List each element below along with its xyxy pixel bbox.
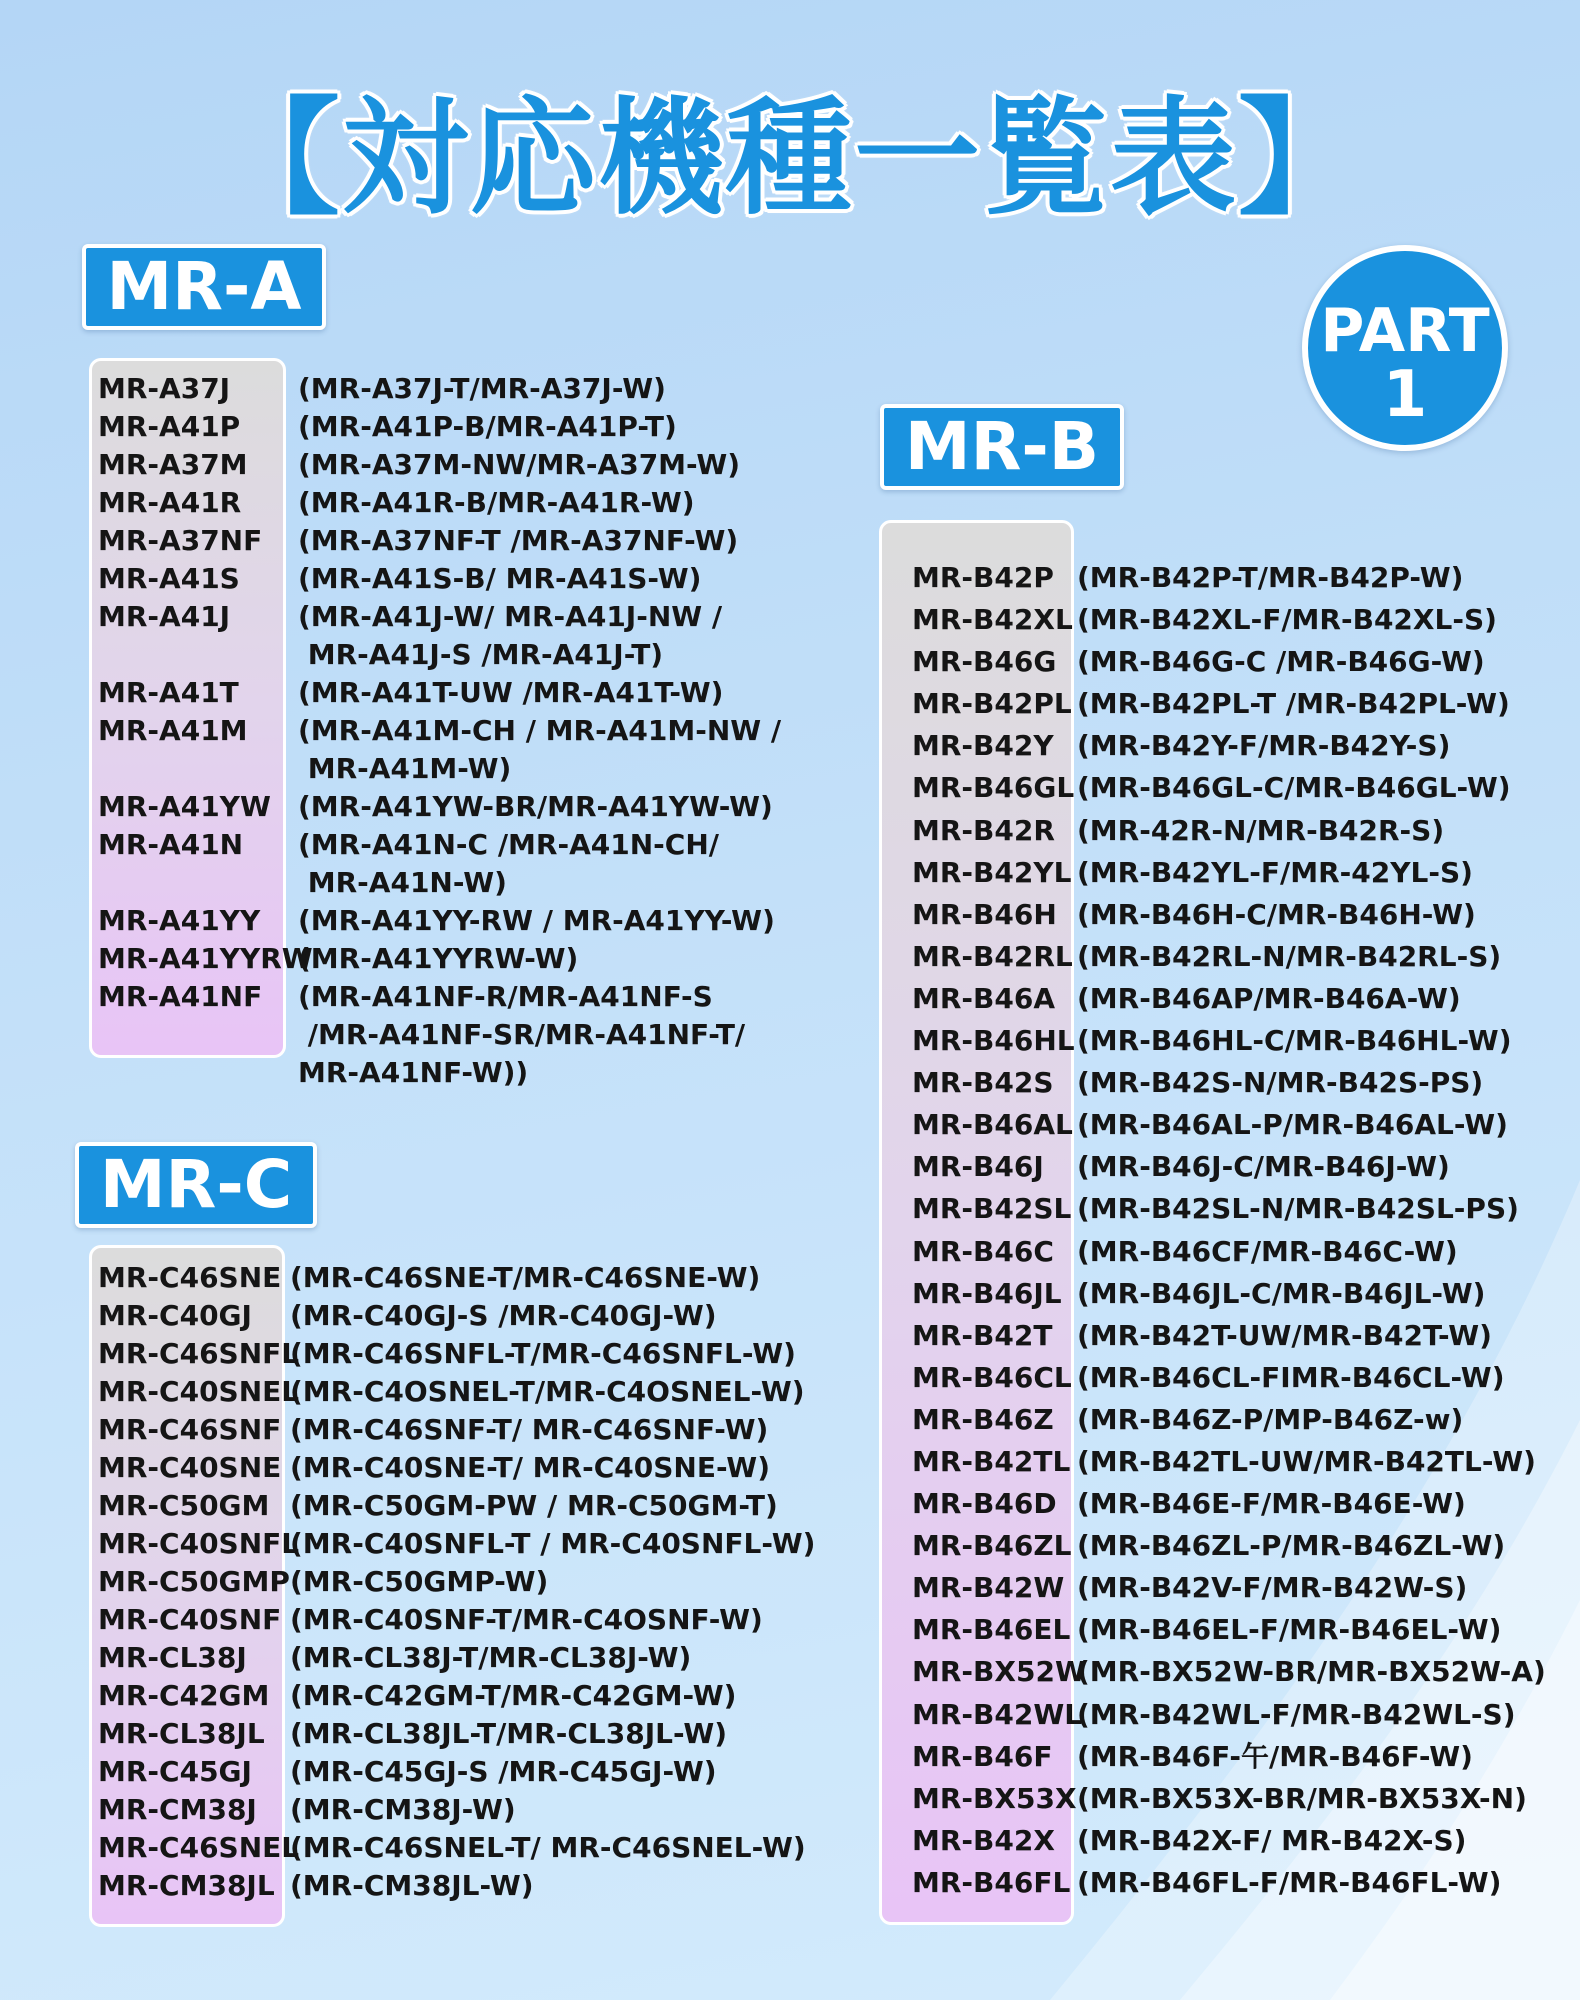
model-variants: (MR-A37NF-T /MR-A37NF-W) bbox=[298, 524, 739, 557]
model-variants: (MR-B42WL-F/MR-B42WL-S) bbox=[1077, 1697, 1516, 1731]
model-variants: (MR-C50GM-PW / MR-C50GM-T) bbox=[290, 1489, 778, 1522]
model-row bbox=[98, 1639, 778, 1677]
model-variants: (MR-C45GJ-S /MR-C45GJ-W) bbox=[290, 1755, 717, 1788]
model-name: MR-B46GL bbox=[912, 771, 1075, 805]
model-variants: (MR-B46CL-FIMR-B46CL-W) bbox=[1077, 1360, 1505, 1394]
model-variants: (MR-CM38J-W) bbox=[290, 1793, 516, 1826]
model-variants: (MR-B46HL-C/MR-B46HL-W) bbox=[1077, 1024, 1512, 1058]
model-row bbox=[912, 1525, 1522, 1567]
model-name: MR-A41R bbox=[98, 486, 242, 519]
model-row bbox=[912, 1778, 1527, 1820]
model-row bbox=[98, 902, 775, 940]
model-variants: (MR-C46SNEL-T/ MR-C46SNEL-W) bbox=[290, 1831, 806, 1864]
section-tag-mr-b: MR-B bbox=[880, 404, 1124, 490]
model-row bbox=[912, 1273, 1522, 1315]
model-name: MR-CL38J bbox=[98, 1641, 247, 1674]
model-variants: (MR-B42P-T/MR-B42P-W) bbox=[1077, 561, 1464, 594]
model-variants: (MR-B42T-UW/MR-B42T-W) bbox=[1077, 1318, 1492, 1352]
model-row bbox=[98, 1791, 778, 1829]
model-row bbox=[912, 1862, 1522, 1904]
model-row bbox=[912, 1651, 1546, 1693]
model-name: MR-C46SNEL bbox=[98, 1831, 300, 1864]
model-row bbox=[98, 1601, 778, 1639]
model-row bbox=[98, 1563, 778, 1601]
model-name: MR-A41J bbox=[98, 600, 231, 633]
model-variants: (MR-C46SNFL-T/MR-C46SNFL-W) bbox=[290, 1337, 796, 1370]
model-name: MR-A41YYRW bbox=[98, 942, 313, 975]
page-title: 【対応機種一覧表】 bbox=[214, 85, 1366, 232]
model-row bbox=[98, 940, 738, 978]
model-name: MR-B46G bbox=[912, 645, 1057, 679]
model-name: MR-A41N bbox=[98, 828, 244, 861]
model-name: MR-A41T bbox=[98, 676, 239, 709]
model-row bbox=[98, 408, 738, 446]
model-name: MR-C40SNE bbox=[98, 1451, 282, 1484]
model-row bbox=[98, 370, 738, 408]
model-name: MR-C50GM bbox=[98, 1489, 270, 1522]
model-variants: (MR-C40SNFL-T / MR-C40SNFL-W) bbox=[290, 1527, 816, 1560]
model-row bbox=[98, 978, 746, 1092]
model-name: MR-B46D bbox=[912, 1487, 1057, 1521]
model-row bbox=[98, 1753, 778, 1791]
model-variants: (MR-BX52W-BR/MR-BX52W-A) bbox=[1077, 1655, 1546, 1689]
model-name: MR-A37M bbox=[98, 448, 248, 481]
model-row bbox=[912, 683, 1522, 725]
model-row bbox=[98, 1677, 778, 1715]
model-variants: (MR-B42V-F/MR-B42W-S) bbox=[1077, 1571, 1468, 1605]
model-variants: (MR-B46ZL-P/MR-B46ZL-W) bbox=[1077, 1529, 1506, 1563]
model-name: MR-C40SNF bbox=[98, 1603, 282, 1636]
model-variants: (MR-B42TL-UW/MR-B42TL-W) bbox=[1077, 1444, 1536, 1478]
model-row bbox=[98, 1867, 778, 1905]
model-name: MR-C40SNFL bbox=[98, 1527, 300, 1560]
model-variants: (MR-B42X-F/ MR-B42X-S) bbox=[1077, 1823, 1467, 1857]
model-row bbox=[98, 788, 773, 826]
model-variants: (MR-B42PL-T /MR-B42PL-W) bbox=[1077, 687, 1510, 721]
model-name: MR-B46FL bbox=[912, 1865, 1071, 1899]
model-row bbox=[912, 1231, 1522, 1273]
model-name: MR-B42YL bbox=[912, 855, 1072, 889]
model-name: MR-C50GMP bbox=[98, 1565, 290, 1598]
model-variants: (MR-B42RL-N/MR-B42RL-S) bbox=[1077, 939, 1502, 973]
model-variants: (MR-A41YW-BR/MR-A41YW-W) bbox=[298, 790, 773, 823]
model-variants: (MR-A41NF-R/MR-A41NF-S /MR-A41NF-SR/MR-A41NF-T/ MR-A41NF-W)) bbox=[298, 980, 746, 1089]
model-name: MR-B46F bbox=[912, 1739, 1053, 1773]
model-variants: (MR-C46SNE-T/MR-C46SNE-W) bbox=[290, 1261, 761, 1294]
model-row bbox=[912, 1399, 1522, 1441]
model-list-b bbox=[912, 557, 1546, 1904]
model-name: MR-B42S bbox=[912, 1066, 1054, 1100]
model-row bbox=[912, 641, 1522, 683]
model-variants: (MR-A41S-B/ MR-A41S-W) bbox=[298, 562, 702, 595]
model-variants: (MR-C40SNF-T/MR-C4OSNF-W) bbox=[290, 1603, 763, 1636]
model-name: MR-B42XL bbox=[912, 603, 1073, 637]
model-row bbox=[912, 1188, 1522, 1230]
model-row bbox=[912, 1609, 1522, 1651]
model-name: MR-BX53X bbox=[912, 1781, 1077, 1815]
model-variants: (MR-B46E-F/MR-B46E-W) bbox=[1077, 1487, 1466, 1521]
model-row bbox=[98, 1449, 778, 1487]
model-row bbox=[98, 1335, 796, 1373]
model-row bbox=[912, 599, 1522, 641]
model-name: MR-B46C bbox=[912, 1234, 1054, 1268]
model-list-c bbox=[98, 1259, 816, 1905]
model-row bbox=[98, 560, 738, 598]
model-name: MR-B42X bbox=[912, 1823, 1055, 1857]
model-variants: (MR-C42GM-T/MR-C42GM-W) bbox=[290, 1679, 737, 1712]
model-row bbox=[912, 557, 1522, 599]
model-name: MR-C46SNE bbox=[98, 1261, 282, 1294]
model-row bbox=[912, 936, 1522, 978]
model-row bbox=[98, 522, 738, 560]
model-name: MR-A37NF bbox=[98, 524, 263, 557]
model-row bbox=[912, 1820, 1522, 1862]
model-row bbox=[912, 1441, 1536, 1483]
model-variants: (MR-B46F-午/MR-B46F-W) bbox=[1077, 1739, 1473, 1773]
model-name: MR-B46J bbox=[912, 1150, 1044, 1184]
model-variants: (MR-C4OSNEL-T/MR-C4OSNEL-W) bbox=[290, 1375, 805, 1408]
model-row bbox=[98, 1297, 778, 1335]
part-badge-number: 1 bbox=[1382, 358, 1428, 432]
model-variants: (MR-B46JL-C/MR-B46JL-W) bbox=[1077, 1276, 1486, 1310]
model-variants: (MR-B46AL-P/MR-B46AL-W) bbox=[1077, 1108, 1508, 1142]
model-variants: (MR-B46AP/MR-B46A-W) bbox=[1077, 981, 1461, 1015]
model-variants: (MR-A37J-T/MR-A37J-W) bbox=[298, 372, 666, 405]
model-name: MR-BX52W bbox=[912, 1655, 1086, 1689]
model-row bbox=[98, 484, 738, 522]
part-badge-label: PART bbox=[1320, 296, 1490, 366]
model-name: MR-C45GJ bbox=[98, 1755, 252, 1788]
model-variants: (MR-B46G-C /MR-B46G-W) bbox=[1077, 645, 1485, 679]
model-row bbox=[912, 894, 1522, 936]
model-variants: (MR-B46EL-F/MR-B46EL-W) bbox=[1077, 1613, 1502, 1647]
model-row bbox=[98, 1373, 805, 1411]
model-variants: (MR-B46CF/MR-B46C-W) bbox=[1077, 1234, 1458, 1268]
model-variants: (MR-C40SNE-T/ MR-C40SNE-W) bbox=[290, 1451, 770, 1484]
model-variants: (MR-B46FL-F/MR-B46FL-W) bbox=[1077, 1865, 1502, 1899]
model-variants: (MR-BX53X-BR/MR-BX53X-N) bbox=[1077, 1781, 1527, 1815]
model-name: MR-A41M bbox=[98, 714, 248, 747]
model-name: MR-A41P bbox=[98, 410, 241, 443]
model-row bbox=[98, 1715, 778, 1753]
model-variants: (MR-A41P-B/MR-A41P-T) bbox=[298, 410, 677, 443]
model-name: MR-B42SL bbox=[912, 1192, 1072, 1226]
model-row bbox=[98, 674, 738, 712]
model-name: MR-A41S bbox=[98, 562, 240, 595]
model-variants: (MR-B42XL-F/MR-B42XL-S) bbox=[1077, 603, 1497, 637]
model-variants: (MR-B42Y-F/MR-B42Y-S) bbox=[1077, 729, 1451, 763]
model-row bbox=[912, 810, 1522, 852]
model-variants: (MR-A41J-W/ MR-A41J-NW / MR-A41J-S /MR-A41J-T) bbox=[298, 600, 723, 671]
model-row bbox=[98, 598, 738, 674]
model-variants: (MR-B42SL-N/MR-B42SL-PS) bbox=[1077, 1192, 1519, 1226]
model-name: MR-B42W bbox=[912, 1571, 1065, 1605]
model-name: MR-B46ZL bbox=[912, 1529, 1072, 1563]
model-variants: (MR-A41YYRW-W) bbox=[298, 942, 579, 975]
model-row bbox=[912, 1315, 1522, 1357]
model-row bbox=[98, 1259, 778, 1297]
model-name: MR-B46AL bbox=[912, 1108, 1073, 1142]
model-variants: (MR-A41R-B/MR-A41R-W) bbox=[298, 486, 695, 519]
model-name: MR-A41NF bbox=[98, 980, 263, 1013]
model-name: MR-CM38J bbox=[98, 1793, 257, 1826]
model-name: MR-B42TL bbox=[912, 1444, 1071, 1478]
model-variants: (MR-42R-N/MR-B42R-S) bbox=[1077, 813, 1445, 847]
model-name: MR-B46Z bbox=[912, 1402, 1054, 1436]
model-variants: (MR-CL38J-T/MR-CL38J-W) bbox=[290, 1641, 692, 1674]
model-name: MR-B42RL bbox=[912, 939, 1073, 973]
model-name: MR-B46H bbox=[912, 897, 1057, 931]
model-variants: (MR-CL38JL-T/MR-CL38JL-W) bbox=[290, 1717, 727, 1750]
model-list-a bbox=[98, 370, 782, 1092]
model-row bbox=[912, 1567, 1522, 1609]
model-name: MR-C40GJ bbox=[98, 1299, 252, 1332]
model-variants: (MR-B46GL-C/MR-B46GL-W) bbox=[1077, 771, 1511, 805]
model-row bbox=[912, 1357, 1522, 1399]
model-row bbox=[912, 852, 1522, 894]
model-variants: (MR-CM38JL-W) bbox=[290, 1869, 534, 1902]
model-name: MR-C42GM bbox=[98, 1679, 270, 1712]
model-name: MR-A41YW bbox=[98, 790, 271, 823]
model-variants: (MR-B46Z-P/MP-B46Z-w) bbox=[1077, 1402, 1464, 1436]
model-variants: (MR-C46SNF-T/ MR-C46SNF-W) bbox=[290, 1413, 769, 1446]
model-name: MR-B42WL bbox=[912, 1697, 1083, 1731]
section-tag-mr-c: MR-C bbox=[75, 1142, 317, 1228]
model-name: MR-CM38JL bbox=[98, 1869, 275, 1902]
model-row bbox=[912, 1062, 1522, 1104]
model-variants: (MR-A41M-CH / MR-A41M-NW / MR-A41M-W) bbox=[298, 714, 782, 785]
model-row bbox=[98, 1525, 816, 1563]
model-row bbox=[912, 1736, 1522, 1778]
part-badge bbox=[1302, 245, 1508, 451]
model-row bbox=[98, 446, 741, 484]
model-name: MR-C46SNF bbox=[98, 1413, 282, 1446]
model-row bbox=[912, 767, 1522, 809]
model-row bbox=[912, 1146, 1522, 1188]
model-row bbox=[98, 1829, 806, 1867]
model-variants: (MR-B42S-N/MR-B42S-PS) bbox=[1077, 1066, 1484, 1100]
model-name: MR-B46JL bbox=[912, 1276, 1062, 1310]
model-row bbox=[912, 1694, 1522, 1736]
model-variants: (MR-B46J-C/MR-B46J-W) bbox=[1077, 1150, 1450, 1184]
model-variants: (MR-C50GMP-W) bbox=[290, 1565, 549, 1598]
model-name: MR-B46A bbox=[912, 981, 1056, 1015]
model-name: MR-C40SNEL bbox=[98, 1375, 300, 1408]
model-variants: (MR-B46H-C/MR-B46H-W) bbox=[1077, 897, 1476, 931]
model-name: MR-B42Y bbox=[912, 729, 1054, 763]
model-variants: (MR-C40GJ-S /MR-C40GJ-W) bbox=[290, 1299, 717, 1332]
model-row bbox=[912, 978, 1522, 1020]
model-variants: (MR-A41T-UW /MR-A41T-W) bbox=[298, 676, 724, 709]
model-name: MR-B42R bbox=[912, 813, 1055, 847]
model-name: MR-B46CL bbox=[912, 1360, 1072, 1394]
model-name: MR-CL38JL bbox=[98, 1717, 265, 1750]
model-name: MR-A37J bbox=[98, 372, 231, 405]
section-tag-mr-a: MR-A bbox=[82, 244, 326, 330]
model-row bbox=[912, 1104, 1522, 1146]
model-row bbox=[98, 1411, 778, 1449]
model-row bbox=[98, 826, 738, 902]
model-row bbox=[912, 1483, 1522, 1525]
model-row bbox=[98, 712, 782, 788]
model-name: MR-A41YY bbox=[98, 904, 261, 937]
model-name: MR-B42T bbox=[912, 1318, 1053, 1352]
model-variants: (MR-A41N-C /MR-A41N-CH/ MR-A41N-W) bbox=[298, 828, 719, 899]
model-row bbox=[912, 1020, 1522, 1062]
model-name: MR-B42P bbox=[912, 561, 1054, 594]
model-variants: (MR-A41YY-RW / MR-A41YY-W) bbox=[298, 904, 775, 937]
model-row bbox=[912, 725, 1522, 767]
model-name: MR-C46SNFL bbox=[98, 1337, 300, 1370]
model-variants: (MR-B42YL-F/MR-42YL-S) bbox=[1077, 855, 1473, 889]
model-name: MR-B46EL bbox=[912, 1613, 1071, 1647]
model-name: MR-B46HL bbox=[912, 1024, 1075, 1058]
model-row bbox=[98, 1487, 778, 1525]
model-name: MR-B42PL bbox=[912, 687, 1072, 721]
model-variants: (MR-A37M-NW/MR-A37M-W) bbox=[298, 448, 741, 481]
